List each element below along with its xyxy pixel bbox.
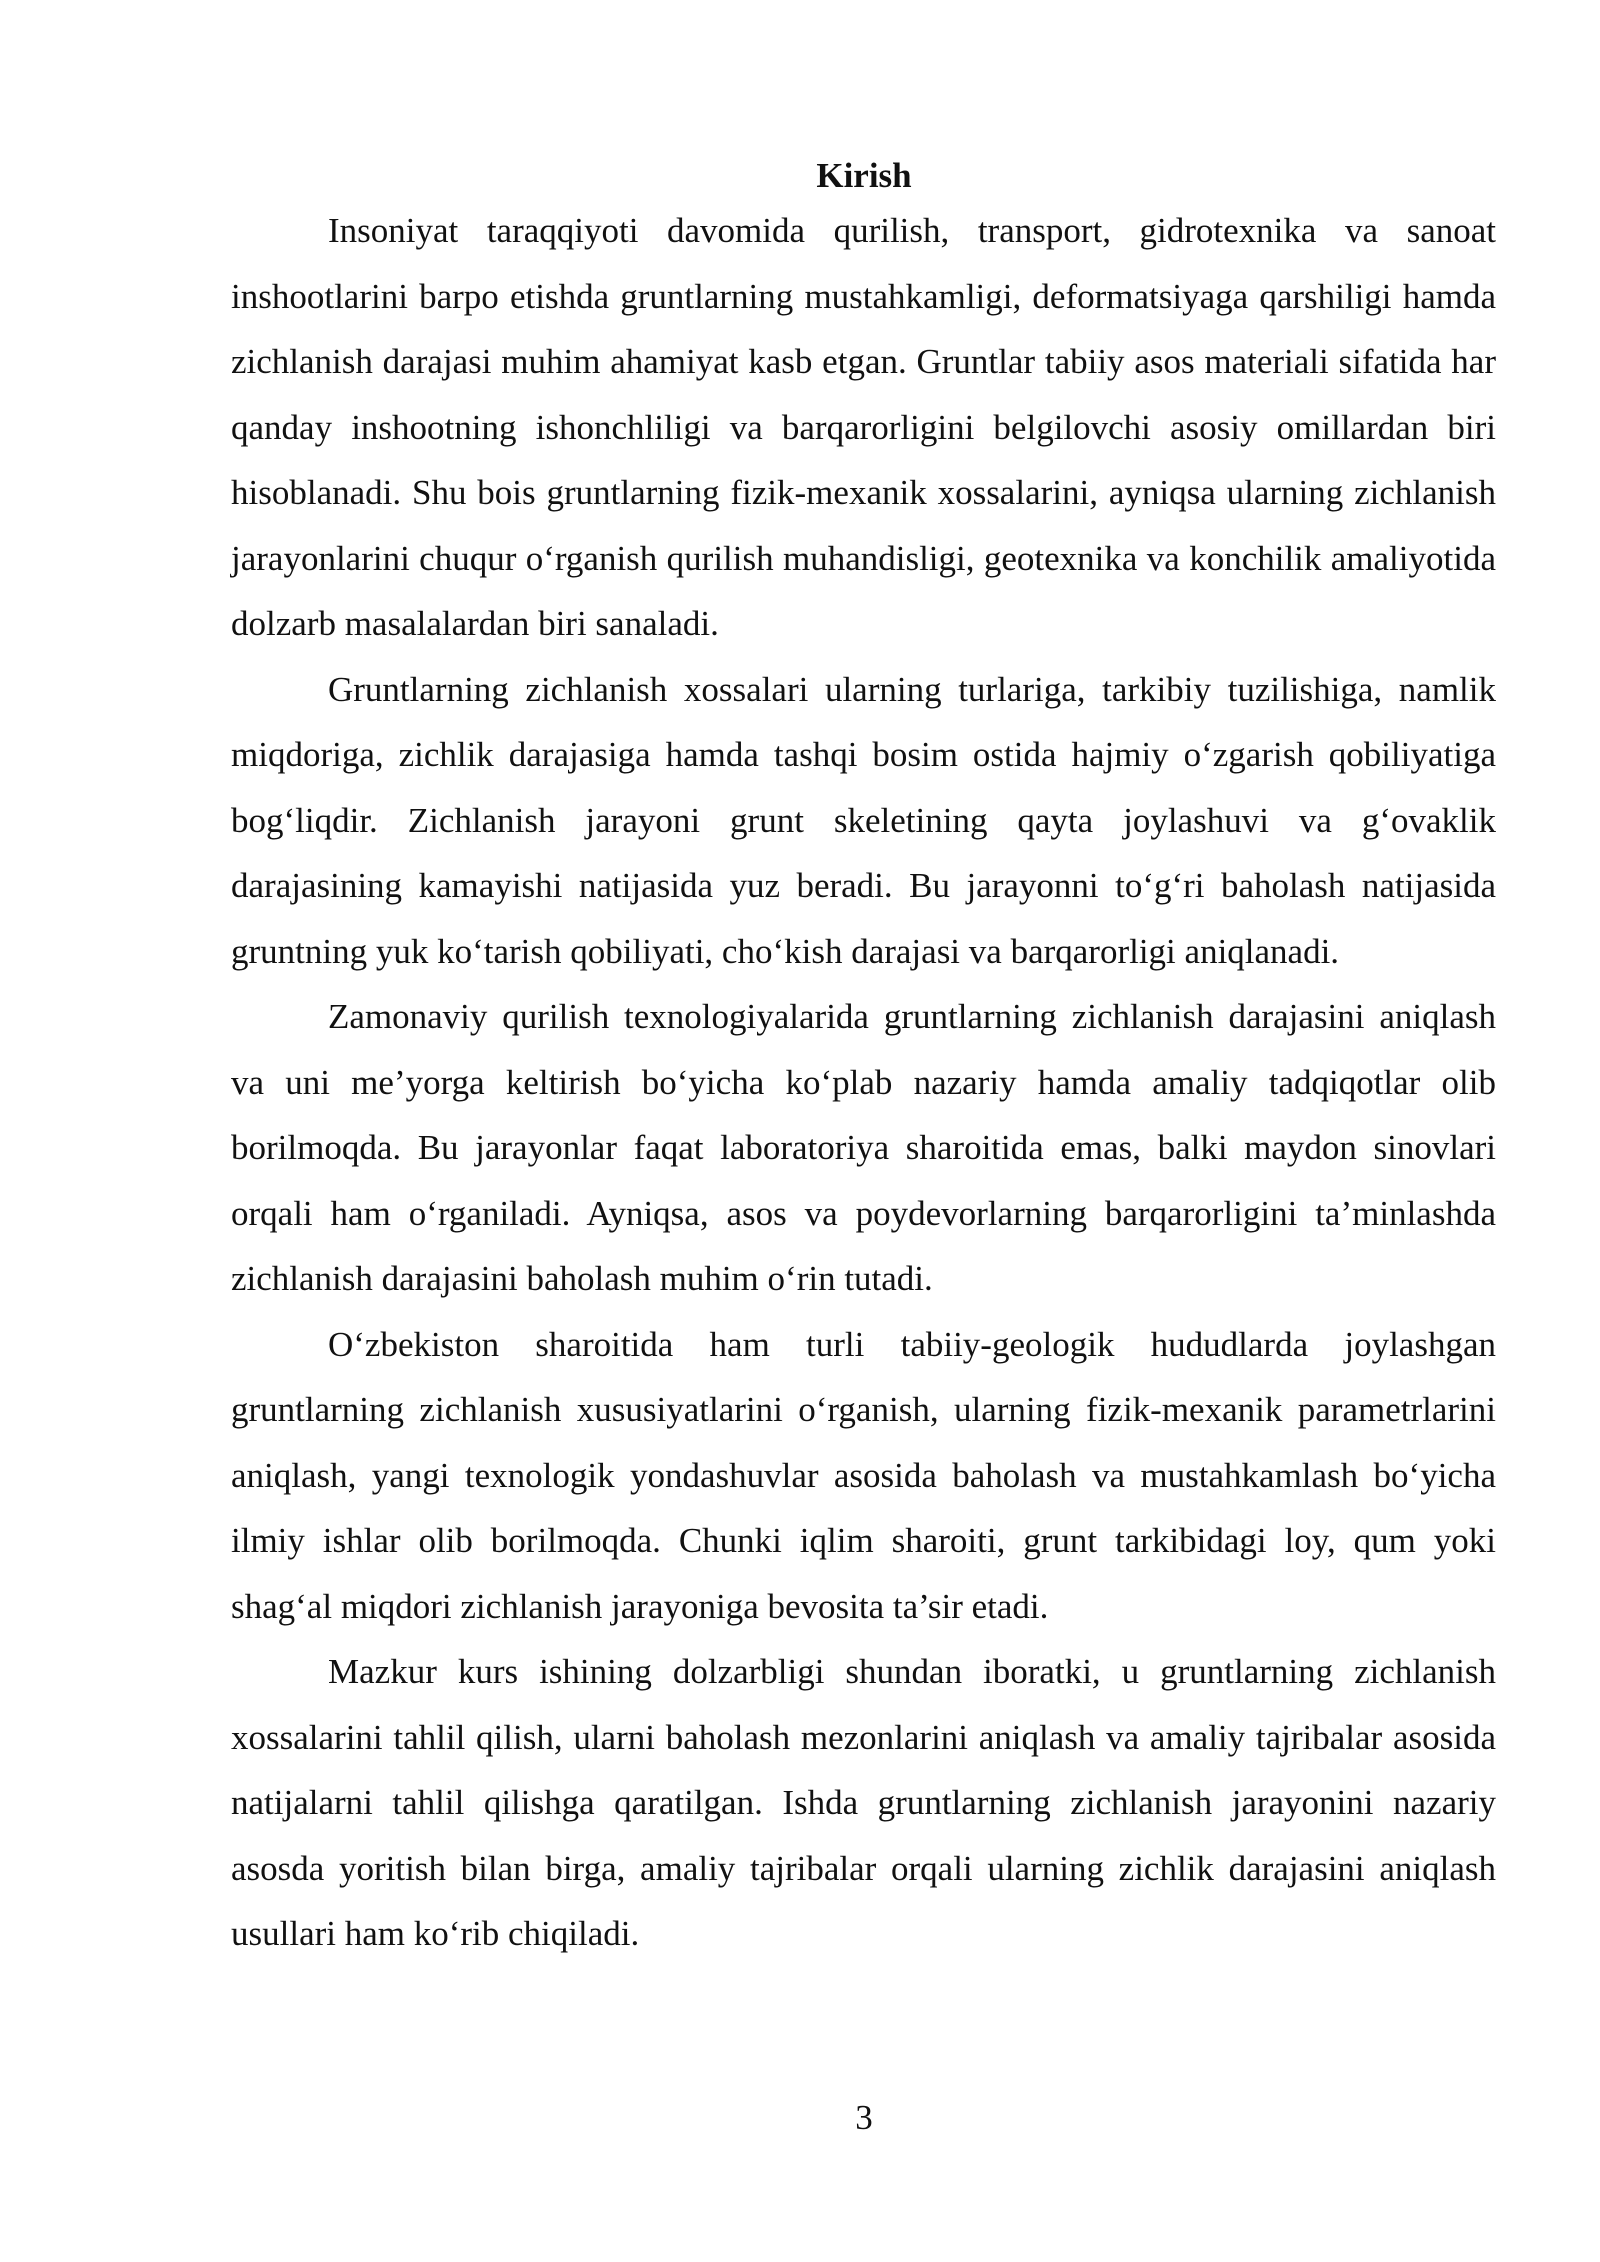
document-body [231,198,1496,1967]
paragraph: Gruntlarning zichlanish xossalari ularning turlariga, tarkibiy tuzilishiga, namlik miqdoriga, zichlik darajasiga hamda tashqi bosim ostida hajmiy o‘zgarish qobiliyatiga bog‘liqdir. Zichlanish jarayoni grunt skeletining qayta joylashuvi va g‘ovaklik darajasining kamayishi natijasida yuz beradi. Bu jarayonni to‘g‘ri baholash natijasida gruntning yuk ko‘tarish qobiliyati, cho‘kish darajasi va barqarorligi aniqlanadi. [231,669,1496,971]
section-title: Kirish [816,156,912,195]
paragraph: O‘zbekiston sharoitida ham turli tabiiy-geologik hududlarda joylashgan gruntlarning zichlanish xususiyatlarini o‘rganish, ularning fizik-mexanik parametrlarini aniqlash, yangi texnologik yondashuvlar asosida baholash va mustahkamlash bo‘yicha ilmiy ishlar olib borilmoqda. Chunki iqlim sharoiti, grunt tarkibidagi loy, qum yoki shag‘al miqdori zichlanish jarayoniga bevosita ta’sir etadi. [231,1324,1496,1626]
paragraph: Insoniyat taraqqiyoti davomida qurilish, transport, gidrotexnika va sanoat inshootlarini barpo etishda gruntlarning mustahkamligi, deformatsiyaga qarshiligi hamda zichlanish darajasi muhim ahamiyat kasb etgan. Gruntlar tabiiy asos materiali sifatida har qanday inshootning ishonchliligi va barqarorligini belgilovchi asosiy omillardan biri hisoblanadi. Shu bois gruntlarning fizik-mexanik xossalarini, ayniqsa ularning zichlanish jarayonlarini chuqur o‘rganish qurilish muhandisligi, geotexnika va konchilik amaliyotida dolzarb masalalardan biri sanaladi. [231,211,1496,643]
page-number: 3 [855,2098,873,2137]
paragraph: Zamonaviy qurilish texnologiyalarida gruntlarning zichlanish darajasini aniqlash va uni me’yorga keltirish bo‘yicha ko‘plab nazariy hamda amaliy tadqiqotlar olib borilmoqda. Bu jarayonlar faqat laboratoriya sharoitida emas, balki maydon sinovlari orqali ham o‘rganiladi. Ayniqsa, asos va poydevorlarning barqarorligini ta’minlashda zichlanish darajasini baholash muhim o‘rin tutadi. [231,997,1496,1298]
paragraph: Mazkur kurs ishining dolzarbligi shundan iboratki, u gruntlarning zichlanish xossalarini tahlil qilish, ularni baholash mezonlarini aniqlash va amaliy tajribalar asosida natijalarni tahlil qilishga qaratilgan. Ishda gruntlarning zichlanish jarayonini nazariy asosda yoritish bilan birga, amaliy tajribalar orqali ularning zichlik darajasini aniqlash usullari ham ko‘rib chiqiladi. [231,1652,1496,1953]
